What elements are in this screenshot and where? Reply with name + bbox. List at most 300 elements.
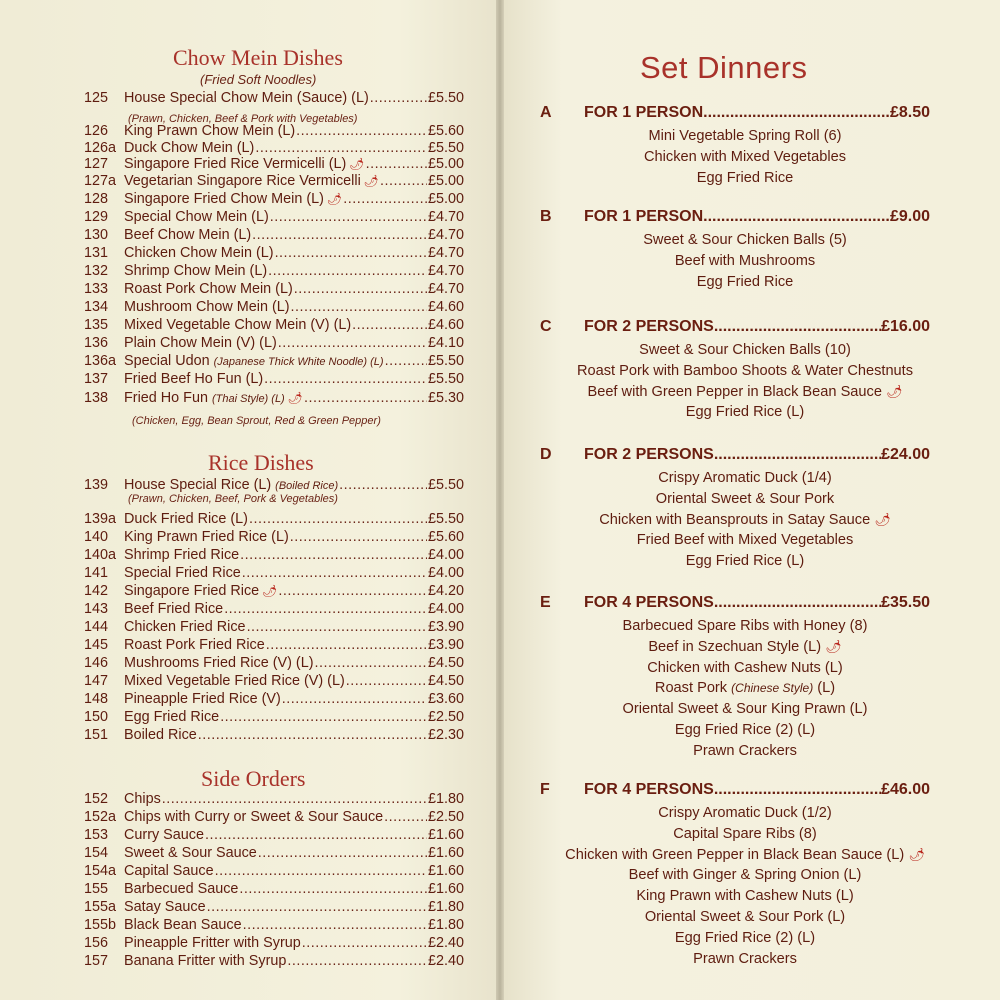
set-dish-name: Oriental Sweet & Sour King Prawn (L)	[622, 701, 868, 718]
dot-leader	[198, 726, 427, 744]
item-price: £3.90	[427, 619, 464, 635]
set-dish-name: Chicken with Cashew Nuts (L)	[647, 659, 843, 676]
item-name: Capital Sauce	[124, 863, 214, 879]
set-dish	[530, 699, 960, 720]
menu-item-row[interactable]	[84, 952, 464, 970]
set-dish	[530, 510, 960, 531]
item-name: Black Bean Sauce	[124, 917, 242, 933]
menu-item-row[interactable]	[84, 352, 464, 370]
item-name: Fried Ho Fun	[124, 390, 208, 406]
set-dish-suffix: (L)	[817, 680, 836, 697]
item-price: £4.70	[427, 209, 464, 225]
item-number: 156	[84, 935, 109, 951]
menu-item-row[interactable]	[84, 880, 464, 898]
set-letter: C	[540, 318, 552, 335]
menu-item-row[interactable]	[84, 334, 464, 352]
item-number: 126	[84, 123, 109, 139]
set-dish-name: Beef with Green Pepper in Black Bean Sauce	[587, 383, 882, 400]
item-number: 153	[84, 827, 109, 843]
set-dish	[530, 865, 960, 886]
set-dish-name: Chicken with Green Pepper in Black Bean Sauce (L)	[565, 846, 905, 863]
item-number: 145	[84, 637, 109, 653]
item-name: Sweet & Sour Sauce	[124, 845, 257, 861]
set-header	[540, 318, 950, 340]
menu-item-row[interactable]	[84, 708, 464, 726]
set-dish	[530, 168, 960, 189]
item-number: 142	[84, 583, 109, 599]
item-name: King Prawn Chow Mein (L)	[124, 123, 296, 139]
item-name: Banana Fritter with Syrup	[124, 953, 287, 969]
item-price: £5.50	[427, 371, 464, 387]
set-dish	[530, 658, 960, 679]
dot-leader	[275, 244, 427, 262]
set-dish-name: Egg Fried Rice (L)	[685, 553, 805, 570]
set-header	[540, 104, 950, 126]
item-price: £4.70	[427, 281, 464, 297]
menu-item-row[interactable]	[84, 790, 464, 808]
chili-icon: 🌶	[825, 638, 842, 654]
item-name: Vegetarian Singapore Rice Vermicelli	[124, 173, 361, 189]
set-dish-name: Sweet & Sour Chicken Balls (10)	[639, 342, 851, 358]
menu-item-row[interactable]	[84, 316, 464, 334]
item-price: £2.50	[427, 809, 464, 825]
item-number: 146	[84, 655, 109, 671]
item-name: Chicken Fried Rice	[124, 619, 246, 635]
set-dish	[530, 147, 960, 168]
item-price: £4.00	[427, 565, 464, 581]
item-number: 136	[84, 335, 109, 351]
item-price: £4.70	[427, 227, 464, 243]
menu-item-row[interactable]	[84, 564, 464, 582]
item-name: Pineapple Fried Rice (V)	[124, 691, 281, 707]
item-name: Chips	[124, 791, 161, 807]
dot-leader	[243, 916, 427, 934]
item-price: £4.70	[427, 263, 464, 279]
dot-leader	[258, 844, 427, 862]
menu-item-row[interactable]	[84, 546, 464, 564]
set-dish	[530, 803, 960, 824]
menu-fold	[496, 0, 504, 1000]
set-dish	[530, 720, 960, 741]
item-price: £4.10	[427, 335, 464, 351]
menu-item-row[interactable]	[84, 690, 464, 708]
item-name: Singapore Fried Rice Vermicelli (L)	[124, 156, 347, 172]
item-number: 152	[84, 791, 109, 807]
item-price: £1.80	[427, 791, 464, 807]
item-name: Curry Sauce	[124, 827, 204, 843]
set-label: FOR 4 PERSONS	[584, 594, 714, 611]
set-dish-name: Egg Fried Rice	[696, 273, 794, 290]
item-description: (Thai Style) (L)	[211, 393, 285, 405]
set-dish	[530, 616, 960, 637]
set-label: FOR 2 PERSONS	[584, 446, 714, 463]
item-price: £5.00	[427, 191, 464, 207]
item-number: 139a	[84, 511, 117, 527]
item-price: £4.60	[427, 299, 464, 315]
set-dish-name: Mini Vegetable Spring Roll (6)	[648, 128, 842, 144]
item-price: £2.50	[427, 709, 464, 725]
item-price: £1.60	[427, 881, 464, 897]
set-dish-description: (Chinese Style)	[731, 681, 814, 696]
item-125-note: (Prawn, Chicken, Beef & Pork with Vegetables)	[128, 113, 358, 125]
rice-dishes-title: Rice Dishes	[208, 450, 314, 475]
set-dinner-d[interactable]	[540, 446, 950, 572]
set-header	[540, 208, 950, 230]
item-number: 141	[84, 565, 109, 581]
item-number: 130	[84, 227, 109, 243]
menu-item-row[interactable]	[84, 244, 464, 262]
chili-icon: 🌶	[349, 157, 365, 171]
item-name: Satay Sauce	[124, 899, 206, 915]
menu-item-row[interactable]	[84, 226, 464, 244]
item-price: £3.60	[427, 691, 464, 707]
menu-item-row[interactable]	[84, 934, 464, 952]
set-dish	[530, 530, 960, 551]
item-price: £5.60	[427, 529, 464, 545]
dot-leader	[384, 808, 427, 826]
chili-icon: 🌶	[326, 192, 343, 206]
menu-item-row[interactable]	[84, 476, 464, 494]
item-name: Roast Pork Chow Mein (L)	[124, 281, 293, 297]
item-price: £5.00	[427, 173, 464, 189]
set-letter: F	[540, 781, 550, 798]
item-name: Pineapple Fritter with Syrup	[124, 935, 301, 951]
item-name: Barbecued Sauce	[124, 881, 239, 897]
set-dinner-e[interactable]	[540, 594, 950, 762]
set-dish	[530, 361, 960, 382]
item-price: £2.40	[427, 953, 464, 969]
set-dish-name: Egg Fried Rice (L)	[685, 404, 805, 421]
dot-leader	[703, 104, 890, 122]
set-dish	[530, 824, 960, 845]
item-name: Special Chow Mein (L)	[124, 209, 269, 225]
set-dish-name: Sweet & Sour Chicken Balls (5)	[643, 232, 847, 248]
set-dish-name: Beef in Szechuan Style (L)	[648, 638, 822, 655]
set-dish-name: Beef with Ginger & Spring Onion (L)	[628, 867, 862, 884]
menu-item-row[interactable]	[84, 672, 464, 690]
dot-leader	[162, 790, 427, 808]
item-name: Duck Fried Rice (L)	[124, 511, 248, 527]
set-dish-name: Roast Pork with Bamboo Shoots & Water Chestnuts	[576, 362, 914, 379]
dot-leader	[366, 155, 427, 173]
menu-item-row[interactable]	[84, 122, 464, 140]
set-letter: B	[540, 208, 552, 225]
set-dish	[530, 637, 960, 658]
set-header	[540, 594, 950, 616]
menu-item-row[interactable]	[84, 826, 464, 844]
set-dish-name: Fried Beef with Mixed Vegetables	[636, 532, 854, 549]
menu-item-row[interactable]	[84, 172, 464, 190]
set-dinners-title: Set Dinners	[640, 50, 808, 85]
set-dinner-f[interactable]	[540, 781, 950, 969]
dot-leader	[220, 708, 427, 726]
item-number: 129	[84, 209, 109, 225]
item-number: 150	[84, 709, 109, 725]
dot-leader	[346, 672, 427, 690]
dot-leader	[714, 446, 881, 464]
dot-leader	[352, 316, 427, 334]
dot-leader	[296, 122, 427, 140]
dot-leader	[264, 370, 427, 388]
menu-item-row[interactable]	[84, 208, 464, 226]
dot-leader	[268, 262, 427, 280]
set-dish	[530, 907, 960, 928]
set-letter: A	[540, 104, 552, 121]
dot-leader	[302, 934, 427, 952]
dot-leader	[252, 226, 427, 244]
item-price: £1.60	[427, 863, 464, 879]
chili-icon: 🌶	[874, 511, 891, 527]
item-price: £4.20	[427, 583, 464, 599]
set-dish-name: Egg Fried Rice	[696, 169, 794, 186]
dot-leader	[291, 298, 427, 316]
menu-item-row[interactable]	[84, 155, 464, 173]
set-dish-name: Beef with Mushrooms	[674, 252, 816, 269]
item-name: Beef Fried Rice	[124, 601, 224, 617]
item-name: Egg Fried Rice	[124, 709, 220, 725]
dot-leader	[703, 208, 890, 226]
set-dish	[530, 230, 960, 251]
item-number: 136a	[84, 353, 117, 369]
item-name: Mushrooms Fried Rice (V) (L)	[124, 655, 314, 671]
chili-icon: 🌶	[287, 391, 303, 405]
item-name: Shrimp Chow Mein (L)	[124, 263, 268, 279]
item-number: 140a	[84, 547, 117, 563]
menu-item-row[interactable]	[84, 916, 464, 934]
item-number: 125	[84, 90, 109, 106]
set-dish-name: Crispy Aromatic Duck (1/4)	[658, 470, 832, 486]
set-label: FOR 1 PERSON	[584, 208, 704, 225]
item-price: £1.60	[427, 827, 464, 843]
set-dish-name: Egg Fried Rice (2) (L)	[674, 929, 816, 946]
set-dish	[530, 928, 960, 949]
item-description: (Boiled Rice)	[275, 480, 339, 492]
set-price: £8.50	[889, 104, 930, 121]
item-138-note: (Chicken, Egg, Bean Sprout, Red & Green Pepper)	[132, 415, 381, 427]
set-dish-name: Oriental Sweet & Sour Pork (L)	[644, 908, 846, 925]
menu-item-row[interactable]	[84, 190, 464, 208]
item-price: £5.30	[427, 390, 464, 406]
set-dish-name: Chicken with Beansprouts in Satay Sauce	[599, 511, 871, 528]
dot-leader	[270, 208, 427, 226]
item-name: Shrimp Fried Rice	[124, 547, 240, 563]
item-price: £5.00	[427, 156, 464, 172]
set-header	[540, 446, 950, 468]
item-price: £1.80	[427, 917, 464, 933]
set-price: £46.00	[881, 781, 930, 798]
item-number: 138	[84, 390, 109, 406]
dot-leader	[287, 952, 427, 970]
item-name: Mixed Vegetable Chow Mein (V) (L)	[124, 317, 352, 333]
dot-leader	[224, 600, 427, 618]
set-dinner-b[interactable]	[540, 208, 950, 292]
set-dish	[530, 489, 960, 510]
chow-mein-subtitle: (Fried Soft Noodles)	[200, 72, 317, 87]
item-name: Roast Pork Fried Rice	[124, 637, 265, 653]
menu-item-row[interactable]	[84, 280, 464, 298]
dot-leader	[247, 618, 427, 636]
chow-mein-title: Chow Mein Dishes	[173, 45, 343, 70]
item-number: 139	[84, 477, 109, 493]
item-price: £5.60	[427, 123, 464, 139]
dot-leader	[343, 190, 427, 208]
item-number: 137	[84, 371, 109, 387]
item-number: 154	[84, 845, 109, 861]
item-name: Plain Chow Mein (V) (L)	[124, 335, 277, 351]
item-name: Special Udon	[124, 353, 210, 369]
item-name: Chicken Chow Mein (L)	[124, 245, 274, 261]
item-number: 126a	[84, 140, 117, 156]
dot-leader	[278, 582, 427, 600]
dot-leader	[239, 880, 427, 898]
item-price: £4.60	[427, 317, 464, 333]
item-description: (Japanese Thick White Noodle) (L)	[213, 356, 384, 368]
menu-item-row[interactable]	[84, 654, 464, 672]
item-name: House Special Chow Mein (Sauce) (L)	[124, 90, 369, 106]
menu-item-row[interactable]	[84, 726, 464, 744]
item-number: 155b	[84, 917, 117, 933]
set-label: FOR 2 PERSONS	[584, 318, 714, 335]
set-dish-name: Egg Fried Rice (2) (L)	[674, 721, 816, 738]
dot-leader	[249, 510, 427, 528]
set-dish	[530, 678, 960, 699]
set-dish	[530, 468, 960, 489]
item-number: 155	[84, 881, 109, 897]
set-dish-name: Prawn Crackers	[693, 950, 797, 967]
set-dish-name: Chicken with Mixed Vegetables	[644, 148, 846, 165]
dot-leader	[290, 528, 427, 546]
dot-leader	[714, 781, 881, 799]
item-name: Boiled Rice	[124, 727, 197, 743]
item-name: Beef Chow Mein (L)	[124, 227, 252, 243]
menu-item-row[interactable]	[84, 582, 464, 600]
menu-item-row[interactable]	[84, 808, 464, 826]
item-price: £2.40	[427, 935, 464, 951]
item-number: 140	[84, 529, 109, 545]
set-price: £35.50	[881, 594, 930, 611]
item-price: £5.50	[427, 140, 464, 156]
dot-leader	[304, 389, 427, 407]
dot-leader	[385, 352, 427, 370]
set-dish	[530, 402, 960, 423]
menu-item-row[interactable]	[84, 636, 464, 654]
menu-item-row[interactable]	[84, 862, 464, 880]
menu-item-row[interactable]	[84, 898, 464, 916]
menu-item-row[interactable]	[84, 298, 464, 316]
dot-leader	[205, 826, 427, 844]
menu-item-row[interactable]	[84, 370, 464, 388]
item-number: 151	[84, 727, 109, 743]
menu-item-row[interactable]	[84, 89, 464, 107]
dot-leader	[370, 89, 427, 107]
dot-leader	[282, 690, 427, 708]
item-name: Singapore Fried Rice	[124, 583, 260, 599]
menu-item-row[interactable]	[84, 389, 464, 407]
chili-icon: 🌶	[886, 383, 903, 399]
set-label: FOR 1 PERSON	[584, 104, 704, 121]
set-dish	[530, 272, 960, 293]
item-number: 128	[84, 191, 109, 207]
menu-item-row[interactable]	[84, 262, 464, 280]
menu-item-row[interactable]	[84, 510, 464, 528]
set-dish	[530, 886, 960, 907]
item-price: £4.70	[427, 245, 464, 261]
dot-leader	[242, 564, 427, 582]
set-dish	[530, 741, 960, 762]
dot-leader	[240, 546, 427, 564]
item-price: £4.00	[427, 547, 464, 563]
item-price: £2.30	[427, 727, 464, 743]
item-price: £4.50	[427, 655, 464, 671]
dot-leader	[380, 172, 427, 190]
set-letter: E	[540, 594, 551, 611]
item-number: 132	[84, 263, 109, 279]
menu-item-row[interactable]	[84, 528, 464, 546]
item-price: £5.50	[427, 477, 464, 493]
item-number: 134	[84, 299, 109, 315]
item-139-note: (Prawn, Chicken, Beef, Pork & Vegetables)	[128, 493, 338, 505]
set-dish	[530, 551, 960, 572]
dot-leader	[714, 318, 881, 336]
item-name: Special Fried Rice	[124, 565, 241, 581]
dot-leader	[294, 280, 427, 298]
item-name: King Prawn Fried Rice (L)	[124, 529, 289, 545]
dot-leader	[207, 898, 427, 916]
item-number: 127	[84, 156, 109, 172]
item-name: Mushroom Chow Mein (L)	[124, 299, 290, 315]
item-price: £5.50	[427, 353, 464, 369]
chili-icon: 🌶	[908, 846, 925, 862]
menu-item-row[interactable]	[84, 618, 464, 636]
set-dish	[530, 845, 960, 866]
item-number: 133	[84, 281, 109, 297]
set-dinner-c[interactable]	[540, 318, 950, 423]
item-name: Mixed Vegetable Fried Rice (V) (L)	[124, 673, 345, 689]
item-number: 131	[84, 245, 109, 261]
set-price: £16.00	[881, 318, 930, 335]
item-price: £4.50	[427, 673, 464, 689]
item-price: £3.90	[427, 637, 464, 653]
item-name: Chips with Curry or Sweet & Sour Sauce	[124, 809, 384, 825]
item-number: 144	[84, 619, 109, 635]
item-number: 127a	[84, 173, 117, 189]
item-price: £5.50	[427, 511, 464, 527]
item-number: 157	[84, 953, 109, 969]
set-dish-name: Roast Pork	[654, 680, 728, 697]
set-dinner-a[interactable]	[540, 104, 950, 188]
set-dish	[530, 126, 960, 147]
side-orders-title: Side Orders	[201, 766, 306, 791]
item-number: 155a	[84, 899, 117, 915]
set-dish	[530, 340, 960, 361]
set-price: £9.00	[889, 208, 930, 225]
set-price: £24.00	[881, 446, 930, 463]
chili-icon: 🌶	[262, 584, 278, 598]
dot-leader	[278, 334, 427, 352]
dot-leader	[215, 862, 427, 880]
menu-item-row[interactable]	[84, 844, 464, 862]
dot-leader	[266, 636, 427, 654]
dot-leader	[315, 654, 427, 672]
set-dish-name: King Prawn with Cashew Nuts (L)	[636, 888, 854, 905]
set-dish	[530, 382, 960, 403]
set-dish-name: Capital Spare Ribs (8)	[673, 825, 817, 842]
menu-item-row[interactable]	[84, 600, 464, 618]
item-name: House Special Rice (L)	[124, 477, 272, 493]
item-number: 154a	[84, 863, 117, 879]
set-dish-name: Prawn Crackers	[693, 742, 797, 759]
set-dish-name: Crispy Aromatic Duck (1/2)	[658, 805, 832, 821]
